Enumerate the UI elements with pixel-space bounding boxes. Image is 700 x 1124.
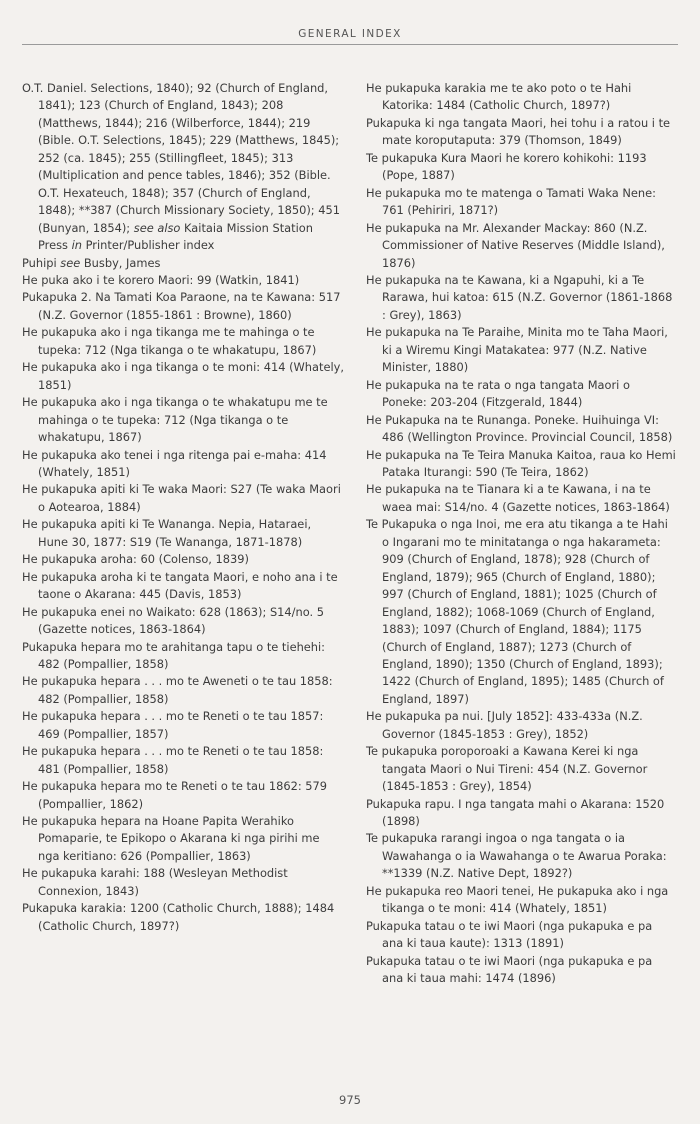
index-entry: He pukapuka na te Kawana, ki a Ngapuhi, ki a Te Rarawa, hui katoa: 615 (N.Z. Governor (1861-1868 : Grey), 1863) xyxy=(366,272,673,322)
index-entry: Puhipi see Busby, James xyxy=(22,255,161,270)
index-entry: He pukapuka pa nui. [July 1852]: 433-433a (N.Z. Governor (1845-1853 : Grey), 1852) xyxy=(366,709,643,741)
page-number: 975 xyxy=(339,1093,361,1107)
index-column-right xyxy=(366,80,676,988)
index-entry: He pukapuka karakia me te ako poto o te Hahi Katorika: 1484 (Catholic Church, 1897?) xyxy=(366,81,632,113)
index-entry: He pukapuka na Te Teira Manuka Kaitoa, raua ko Hemi Pataka Iturangi: 590 (Te Teira, 1862) xyxy=(366,447,676,479)
running-header: GENERAL INDEX xyxy=(298,28,402,40)
index-entry: He pukapuka mo te matenga o Tamati Waka Nene: 761 (Pehiriri, 1871?) xyxy=(366,185,656,218)
index-entry: He puka ako i te korero Maori: 99 (Watkin, 1841) xyxy=(22,272,300,287)
index-entry: Pukapuka karakia: 1200 (Catholic Church, 1888); 1484 (Catholic Church, 1897?) xyxy=(22,901,335,933)
index-entry: He pukapuka ako i nga tikanga o te moni: 414 (Whately, 1851) xyxy=(22,360,344,392)
index-entry: He pukapuka reo Maori tenei, He pukapuka ako i nga tikanga o te moni: 414 (Whately, 1851) xyxy=(366,883,669,916)
index-entry: He pukapuka hepara na Hoane Papita Werahiko Pomaparie, te Epikopo o Akarana ki nga pirihi me nga keritiano: 626 (Pompallier, 1863) xyxy=(22,814,320,863)
index-entry: He pukapuka hepara mo te Reneti o te tau 1862: 579 (Pompallier, 1862) xyxy=(22,779,328,811)
index-entry: He pukapuka karahi: 188 (Wesleyan Methodist Connexion, 1843) xyxy=(22,866,288,898)
index-entry: He pukapuka na Te Paraihe, Minita mo te Taha Maori, ki a Wiremu Kingi Matakatea: 977 (N.Z. Native Minister, 1880) xyxy=(366,325,668,375)
header-divider xyxy=(22,44,678,45)
index-entry: He pukapuka apiti ki Te Wananga. Nepia, Hataraei, Hune 30, 1877: S19 (Te Wananga, 1871-1878) xyxy=(22,517,312,549)
index-entry: He pukapuka na te rata o nga tangata Maori o Poneke: 203-204 (Fitzgerald, 1844) xyxy=(366,377,630,410)
index-entry: Pukapuka ki nga tangata Maori, hei tohu i a ratou i te mate koroputaputa: 379 (Thomson, 1849) xyxy=(366,115,671,148)
index-entry: He pukapuka hepara . . . mo te Reneti o te tau 1858: 481 (Pompallier, 1858) xyxy=(22,744,324,776)
index-entry: He pukapuka hepara . . . mo te Reneti o te tau 1857: 469 (Pompallier, 1857) xyxy=(22,709,324,741)
index-entry: He pukapuka ako i nga tikanga o te whakatupu me te mahinga o te tupeka: 712 (Nga tikanga o te whakatupu, 1867) xyxy=(22,395,328,445)
index-entry: Te Pukapuka o nga Inoi, me era atu tikanga a te Hahi o Ingarani mo te minitatanga o nga hakarameta: 909 (Church of England, 1878); 928 (Church of England, 1879); 965 (Church of England, 1880); 997 (Church of England, 1881); 1025 (Church of England, 1882); 1068-1069 (Church of England, 1883); 1097 (Church of England, 1884); 1175 (Church of England, 1887); 1273 (Church of England, 1890); 1350 (Church of England, 1893); 1422 (Church of England, 1895); 1485 (Church of England, 1897) xyxy=(366,517,668,706)
index-entry: Pukapuka rapu. I nga tangata mahi o Akarana: 1520 (1898) xyxy=(366,796,665,829)
index-entry: O.T. Daniel. Selections, 1840); 92 (Church of England, 1841); 123 (Church of England, 1843); 208 (Matthews, 1844); 216 (Wilberforce, 1844); 219 (Bible. O.T. Selections, 1845); 229 (Matthews, 1845); 252 (ca. 1845); 255 (Stillingfleet, 1845); 313 (Multiplication and pence tables, 1846); 352 (Bible. O.T. Hexateuch, 1848); 357 (Church of England, 1848); **387 (Church Missionary Society, 1850); 451 (Bunyan, 1854); see also Kaitaia Mission Station Press in Printer/Publisher index xyxy=(22,81,340,253)
index-column-left xyxy=(22,80,344,935)
index-entry: He pukapuka enei no Waikato: 628 (1863); S14/no. 5 (Gazette notices, 1863-1864) xyxy=(22,604,324,637)
index-entry: He pukapuka na Mr. Alexander Mackay: 860 (N.Z. Commissioner of Native Reserves (Middle Island), 1876) xyxy=(366,220,665,270)
index-entry: Te pukapuka poroporoaki a Kawana Kerei ki nga tangata Maori o Nui Tireni: 454 (N.Z. Governor (1845-1853 : Grey), 1854) xyxy=(366,744,648,794)
index-entry: Te pukapuka rarangi ingoa o nga tangata o ia Wawahanga o ia Wawahanga o te Awarua Poraka: **1339 (N.Z. Native Dept, 1892?) xyxy=(366,831,667,881)
index-entry: He pukapuka na te Tianara ki a te Kawana, i na te waea mai: S14/no. 4 (Gazette notices, 1863-1864) xyxy=(366,482,670,514)
index-entry: He pukapuka hepara . . . mo te Aweneti o te tau 1858: 482 (Pompallier, 1858) xyxy=(22,674,333,706)
index-entry: Pukapuka tatau o te iwi Maori (nga pukapuka e pa ana ki taua mahi: 1474 (1896) xyxy=(366,953,653,986)
index-entry: Pukapuka hepara mo te arahitanga tapu o te tiehehi: 482 (Pompallier, 1858) xyxy=(22,639,326,671)
index-entry: Te pukapuka Kura Maori he korero kohikohi: 1193 (Pope, 1887) xyxy=(366,150,647,183)
index-entry: Pukapuka 2. Na Tamati Koa Paraone, na te Kawana: 517 (N.Z. Governor (1855-1861 : Browne), 1860) xyxy=(22,290,341,322)
index-entry: He pukapuka aroha ki te tangata Maori, e noho ana i te taone o Akarana: 445 (Davis, 1853) xyxy=(22,569,338,602)
index-entry: He pukapuka aroha: 60 (Colenso, 1839) xyxy=(22,552,249,567)
index-entry: He pukapuka ako i nga tikanga me te mahinga o te tupeka: 712 (Nga tikanga o te whakatupu, 1867) xyxy=(22,325,317,357)
index-entry: He pukapuka ako tenei i nga ritenga pai e-maha: 414 (Whately, 1851) xyxy=(22,447,327,479)
index-entry: Pukapuka tatau o te iwi Maori (nga pukapuka e pa ana ki taua kaute): 1313 (1891) xyxy=(366,918,653,951)
index-entry: He Pukapuka na te Runanga. Poneke. Huihuinga VI: 486 (Wellington Province. Provincial Council, 1858) xyxy=(366,412,673,445)
index-entry: He pukapuka apiti ki Te waka Maori: S27 (Te waka Maori o Aotearoa, 1884) xyxy=(22,482,341,514)
